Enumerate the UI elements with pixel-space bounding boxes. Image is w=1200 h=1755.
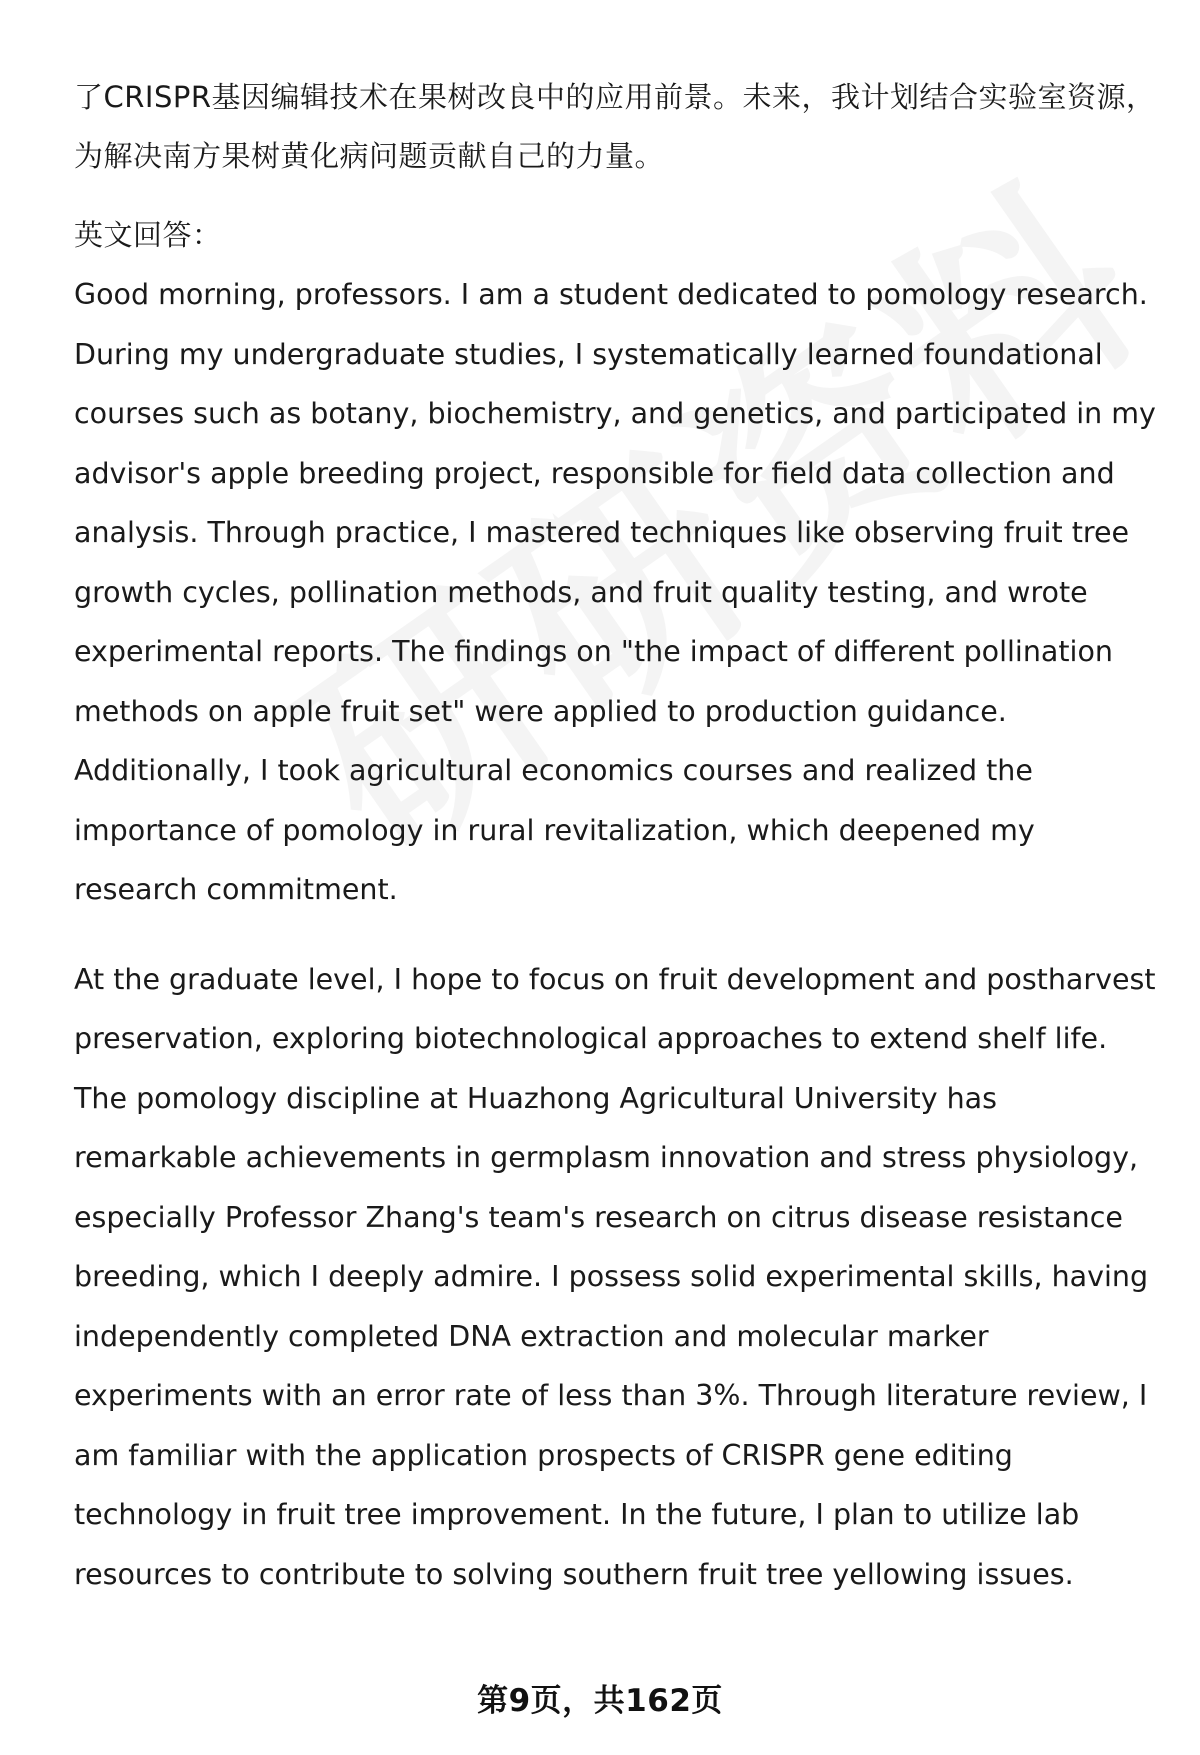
page-number: 第9页，共162页 [477, 1683, 723, 1719]
chinese-answer-tail: 了CRISPR基因编辑技术在果树改良中的应用前景。未来，我计划结合实验室资源，为解决南方果树黄化病问题贡献自己的力量。 [74, 80, 1156, 173]
english-paragraph-2: At the graduate level, I hope to focus on fruit development and postharvest preservation, exploring biotechnological approaches to extend shelf life. The pomology discipline at Huazhong Agricultural University has remarkable achievements in germplasm innovation and stress physiology, especially Professor Zhang's team's research on citrus disease resistance breeding, which I deeply admire. I possess solid experimental skills, having independently completed DNA extraction and molecular marker experiments with an error rate of less than 3%. Through literature review, I am familiar with the application prospects of CRISPR gene editing technology in fruit tree improvement. In the future, I plan to utilize lab resources to contribute to solving southern fruit tree yellowing issues. [74, 962, 1156, 1591]
english-paragraph-1: Good morning, professors. I am a student dedicated to pomology research. During my undergraduate studies, I systematically learned foundational courses such as botany, biochemistry, and genetics, and participated in my advisor's apple breeding project, responsible for field data collection and analysis. Through practice, I mastered techniques like observing fruit tree growth cycles, pollination methods, and fruit quality testing, and wrote experimental reports. The findings on "the impact of different pollination methods on apple fruit set" were applied to production guidance. Additionally, I took agricultural economics courses and realized the importance of pomology in rural revitalization, which deepened my research commitment. [74, 278, 1156, 906]
page-content [74, 68, 1164, 1604]
english-answer-heading: 英文回答： [74, 218, 222, 252]
